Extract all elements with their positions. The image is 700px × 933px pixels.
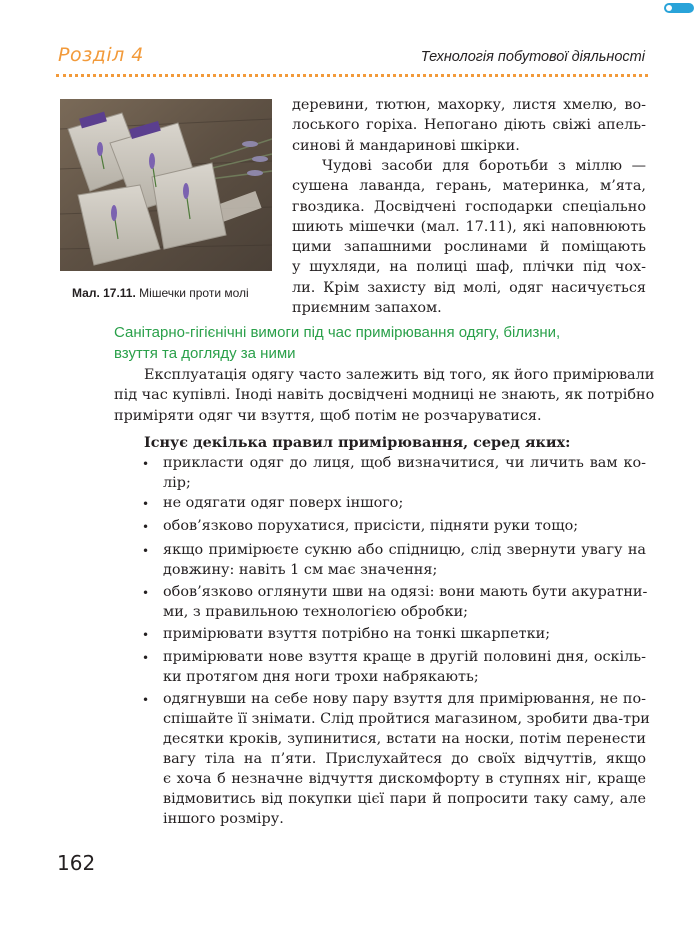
section-title-line: Санітарно-гігієнічні вимоги під час примірювання одягу, білизни, <box>114 324 561 341</box>
bullet-marker: • <box>142 651 150 665</box>
text-line: лір; <box>163 475 191 491</box>
text-line: вагу тіла на п’яти. Прислухайтеся до своїх відчуттів, якщо <box>163 751 646 767</box>
text-line: іншого розміру. <box>163 811 284 827</box>
text-line: прикласти одяг до лиця, щоб визначитися, чи личить вам ко- <box>163 455 646 471</box>
text-line: цими запашними рослинами й поміщають <box>292 239 646 256</box>
figure-number: Мал. 17.11. <box>72 286 136 300</box>
rule-item <box>163 689 650 829</box>
text-line: приміряти одяг чи взуття, щоб потім не розчаруватися. <box>114 407 542 424</box>
text-line: примірювати нове взуття краще в другій половині дня, оскіль- <box>163 649 646 665</box>
rule-item <box>163 453 646 493</box>
lavender-paragraph <box>292 156 646 318</box>
text-line: десятки кроків, зупинитися, встати на носки, потім перенести <box>163 731 646 747</box>
chapter-title: Розділ 4 <box>58 44 144 66</box>
text-line: ли. Крім захисту від молі, одяг насичується <box>292 279 646 296</box>
text-line: сушена лаванда, герань, материнка, м’ята, <box>292 178 646 195</box>
text-line: шиють мішечки (мал. 17.11), які наповнюють <box>292 218 646 235</box>
page-number: 162 <box>57 851 96 875</box>
rule-item <box>163 582 646 622</box>
publisher-logo <box>664 2 694 14</box>
rule-item <box>163 540 646 580</box>
bullet-marker: • <box>142 693 150 707</box>
header-divider <box>56 74 648 77</box>
text-line: деревини, тютюн, махорку, листя хмелю, во- <box>292 97 646 113</box>
text-line: одягнувши на себе нову пару взуття для примірювання, не по- <box>163 691 646 707</box>
rule-item <box>163 647 646 687</box>
bullet-marker: • <box>142 544 150 558</box>
figure-caption <box>72 286 249 300</box>
text-line: спішайте її знімати. Слід пройтися магазином, зробити два-три <box>163 711 650 727</box>
text-line: у шухляди, на полиці шаф, плічки під чох- <box>292 259 646 276</box>
section-title <box>114 322 654 364</box>
text-line: обов’язково оглянути шви на одязі: вони мають бути акуратни- <box>163 584 648 600</box>
section-paragraph <box>114 365 655 426</box>
bullet-marker: • <box>142 586 150 600</box>
text-line: не одягати одяг поверх іншого; <box>163 495 404 511</box>
text-line: відмовитись від покупки цієї пари й попросити таку саму, але <box>163 791 646 807</box>
rule-item <box>163 493 646 513</box>
rules-intro: Існує декілька правил примірювання, серед яких: <box>144 434 571 451</box>
text-line: ки протягом дня ноги трохи набрякають; <box>163 669 479 685</box>
text-line: під час купівлі. Іноді навіть досвідчені модниці не знають, як потрібно <box>114 387 655 404</box>
subject-title: Технологія побутової діяльності <box>420 49 645 65</box>
bullet-marker: • <box>142 628 150 642</box>
text-line: примірювати взуття потрібно на тонкі шкарпетки; <box>163 626 551 642</box>
bullet-marker: • <box>142 520 150 534</box>
intro-paragraph <box>292 95 646 156</box>
text-line: гвоздика. Досвідчені господарки спеціально <box>292 198 646 215</box>
text-line: довжину: навіть 1 см має значення; <box>163 562 438 578</box>
bullet-marker: • <box>142 497 150 511</box>
text-line: лоського горіха. Непогано діють свіжі апель- <box>292 117 646 134</box>
text-line: синові й мандаринові шкірки. <box>292 137 520 154</box>
text-line: є хоча б незначне відчуття дискомфорту в ступнях ніг, краще <box>163 771 646 787</box>
text-line: Чудові засоби для боротьби з міллю — <box>322 158 646 174</box>
text-line: обов’язково порухатися, присісти, підняти руки тощо; <box>163 518 579 534</box>
lavender-sachets-photo <box>60 99 272 271</box>
text-line: якщо примірюєте сукню або спідницю, слід звернути увагу на <box>163 542 646 558</box>
figure-caption-text: Мішечки проти молі <box>139 286 249 300</box>
text-line: ми, з правильною технологією обробки; <box>163 604 469 620</box>
text-line: Експлуатація одягу часто залежить від того, як його примірювали <box>144 367 655 383</box>
text-line: приємним запахом. <box>292 300 442 317</box>
rule-item <box>163 624 646 644</box>
bullet-marker: • <box>142 457 150 471</box>
section-title-line: взуття та догляду за ними <box>114 345 296 362</box>
rule-item <box>163 516 646 536</box>
